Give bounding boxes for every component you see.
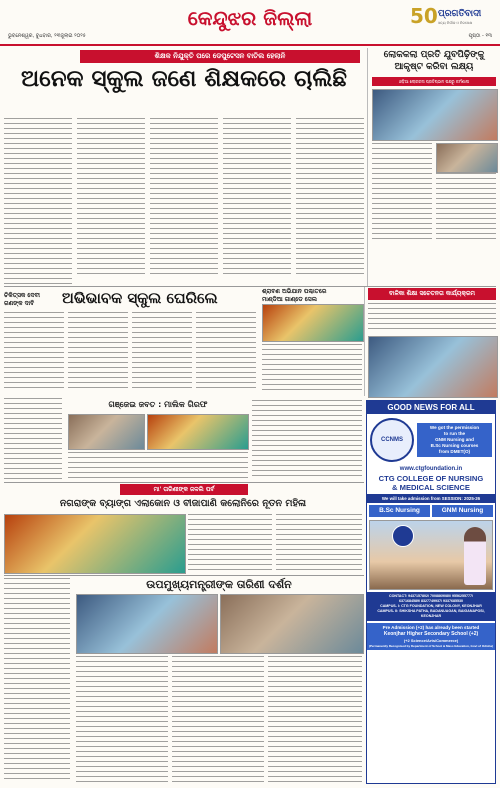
right-story-headline-2: ଆକୃଷ୍ଟ କରିବା ଲକ୍ଷ୍ୟ	[394, 62, 474, 72]
ad-campus-photo	[369, 520, 493, 590]
lead-body-col-4	[223, 118, 291, 278]
ad-permission-box	[370, 418, 492, 462]
story2-body-2	[68, 312, 128, 392]
lead-body-col-2	[77, 118, 145, 278]
right-story-kicker-text: ଓଡ଼ିଆ ଲୋକକଳା ପ୍ରତିଷ୍ଠାନ ପକ୍ଷରୁ କର୍ମଶାଳା	[398, 79, 470, 84]
nursing-college-ad	[366, 400, 496, 784]
ad-pre-line-1: Pre Admission (+2) has already been started	[382, 625, 480, 630]
ad-pre-line-2: Keonjhar Higher Secondary School (+2)	[383, 631, 479, 637]
ctg-emblem-icon	[392, 525, 414, 547]
story4-headline-text: ବାଳିକା ଶିକ୍ଷା ସଚେତନତା କାର୍ଯ୍ୟକ୍ରମ	[389, 290, 475, 297]
right-story-headline-1: ଲୋକକଲା ପ୍ରତି ଯୁବପିଢ଼ିଙ୍କୁ	[383, 50, 485, 60]
brand-name: ପ୍ରଗତିବାଦୀ	[438, 9, 482, 19]
anniversary-mark: 50	[410, 4, 438, 28]
ad-admission: We will take admission from SESSION: 2025-26	[367, 494, 495, 503]
ad-campus-1: CAMPUS- I: CTG FOUNDATION, NEW COLONY, KEONJHAR	[380, 604, 482, 608]
story7-side	[4, 578, 70, 782]
story2-headline: ଅଭିଭାବକ ସ୍କୁଲ ଘେରିଲେ	[62, 289, 218, 307]
story3-headline-1: ଶ୍ରାବଣ ଅଭିଯାନ ପଶ୍ଚାତରେ	[262, 288, 327, 295]
story3-headline	[262, 288, 362, 304]
ad-permission-line-4: B.Sc Nursing courses	[430, 443, 479, 448]
story6-kicker-text: ମା' ତାରିଣୀଙ୍କ ଜଳଲି ପର୍ବ	[153, 486, 215, 493]
ad-good-news: GOOD NEWS FOR ALL	[367, 401, 495, 414]
story4-headline	[368, 288, 496, 300]
ad-contact-line-2: 6371684589/ 8327749937/ 9337685530	[399, 599, 463, 603]
column-rule	[367, 48, 368, 286]
story2-kicker-line-1: ଚିକିତ୍ସକ ଦେବୀ	[4, 292, 40, 299]
ad-pre-admission	[367, 623, 495, 650]
story2-body-1	[4, 312, 64, 392]
page-title: କେନ୍ଦୁଝର ଜିଲ୍ଲା	[187, 6, 313, 30]
ad-permission-line-1: We got the permission	[429, 425, 480, 430]
story6-headline: ନଗରାଙ୍କ ବ୍ୟାଙ୍ଗ ଏଲାକୋନ ଓ ବୀଜାପାଣି କଲୋନିରେ ନୂତନ ମହିଳା	[59, 498, 307, 509]
story5-headline: ଗଞ୍ଜେଇ ଜବତ : ମାଲିକ ଗିରଫ	[108, 400, 208, 409]
story5-intro	[4, 398, 62, 480]
story6-photo	[4, 514, 186, 574]
story3-photo	[262, 304, 364, 342]
story2-kicker-line-2: ଗଣଙ୍କ ଦାବି	[4, 300, 35, 307]
lead-body-col-1	[4, 118, 72, 286]
lead-headline: ଅନେକ ସ୍କୁଲ ଜଣେ ଶିକ୍ଷକରେ ଚାଲିଛି	[21, 66, 347, 92]
ad-college-name	[367, 474, 495, 492]
ccnms-logo-text: CCNMS	[381, 437, 403, 443]
ad-permission-line-5: from DMET(O)	[438, 449, 471, 454]
story6-body-2	[276, 514, 362, 572]
story2-body-4	[196, 312, 256, 392]
story5-photo-1	[68, 414, 145, 450]
story4-photo	[368, 336, 498, 398]
ad-website: www.ctgfoundation.in	[399, 466, 463, 472]
column-rule	[364, 286, 365, 396]
story3-headline-2: ମାଣ୍ଡିଆ ଗାଣ୍ଡେ ସେଲ	[262, 296, 317, 303]
ad-pre-line-4: (Permanently Recognised by Department of School & Mass Education, Govt of Odisha)	[368, 643, 494, 648]
story7-photo-2	[220, 594, 364, 654]
ad-permission-line-2: to run the	[443, 431, 466, 436]
date-line: ଭୁବନେଶ୍ୱର, ବୁଧବାର, ୨୩ଜୁଲାଇ ୨୦୨୫	[8, 33, 86, 39]
section-rule	[4, 575, 364, 576]
ad-pre-line-3: (+2 Science/Arts/Commerce)	[403, 638, 459, 643]
story5-photo-2	[147, 414, 249, 450]
page-number: ପୃଷ୍ଠା - ୧୩	[468, 33, 492, 39]
right-story-photo	[372, 89, 498, 141]
lead-body-col-3	[150, 118, 218, 278]
section-rule	[4, 482, 364, 483]
story4-body	[368, 303, 496, 333]
story5-body	[68, 452, 248, 480]
story2-body-3	[132, 312, 192, 392]
ad-permission-line-3: GNM Nursing and	[435, 437, 474, 442]
story7-body-3	[268, 656, 362, 782]
story7-body-2	[172, 656, 264, 782]
ccnms-logo	[370, 418, 414, 462]
ad-courses	[367, 505, 495, 517]
lead-kicker	[80, 50, 360, 63]
story6-body-1	[188, 514, 272, 572]
story5-side	[252, 400, 362, 480]
ad-permission-text	[417, 423, 492, 457]
ad-college-line-2: & MEDICAL SCIENCE	[392, 483, 470, 492]
ad-contact	[367, 592, 495, 621]
lead-body-col-5	[296, 118, 364, 278]
ad-course-gnm: GNM Nursing	[432, 505, 493, 517]
brand-tagline: ସତ୍ୟ ନିର୍ଭୀକ ଓ ନିରପେକ୍ଷ	[438, 21, 473, 25]
section-rule	[4, 286, 496, 287]
story7-photo-1	[76, 594, 218, 654]
brand-logo	[410, 4, 496, 30]
story6-kicker	[120, 484, 248, 495]
masthead	[0, 0, 500, 46]
ad-contact-line-1: CONTACT: 9437157802/ 7008869080/ 9556255777/	[388, 594, 474, 598]
story7-body-1	[76, 656, 168, 782]
ad-course-bsc: B.Sc Nursing	[369, 505, 430, 517]
ad-college-line-1: CTG COLLEGE OF NURSING	[378, 474, 484, 483]
lead-kicker-text: ଶିକ୍ଷକ ନିଯୁକ୍ତି ପରେ ଡେପୁଟେସନ ବାତିଲ ହେଲାନି	[154, 52, 286, 60]
story3-body	[262, 344, 362, 392]
right-story-photo-2	[436, 143, 498, 173]
nurse-figure-icon	[464, 527, 486, 585]
story2-kicker	[4, 292, 62, 308]
story7-headline: ଉପମୁଖ୍ୟମନ୍ତ୍ରୀଙ୍କ ତାରିଣୀ ଦର୍ଶନ	[146, 578, 292, 591]
ad-campus-2: CAMPUS- II: SHIKSHA PATHA, BADANUAGAN, BAIGANAPOSI, KEONJHAR	[377, 609, 485, 618]
right-story-body-1	[372, 143, 432, 243]
right-story-kicker	[372, 77, 496, 86]
